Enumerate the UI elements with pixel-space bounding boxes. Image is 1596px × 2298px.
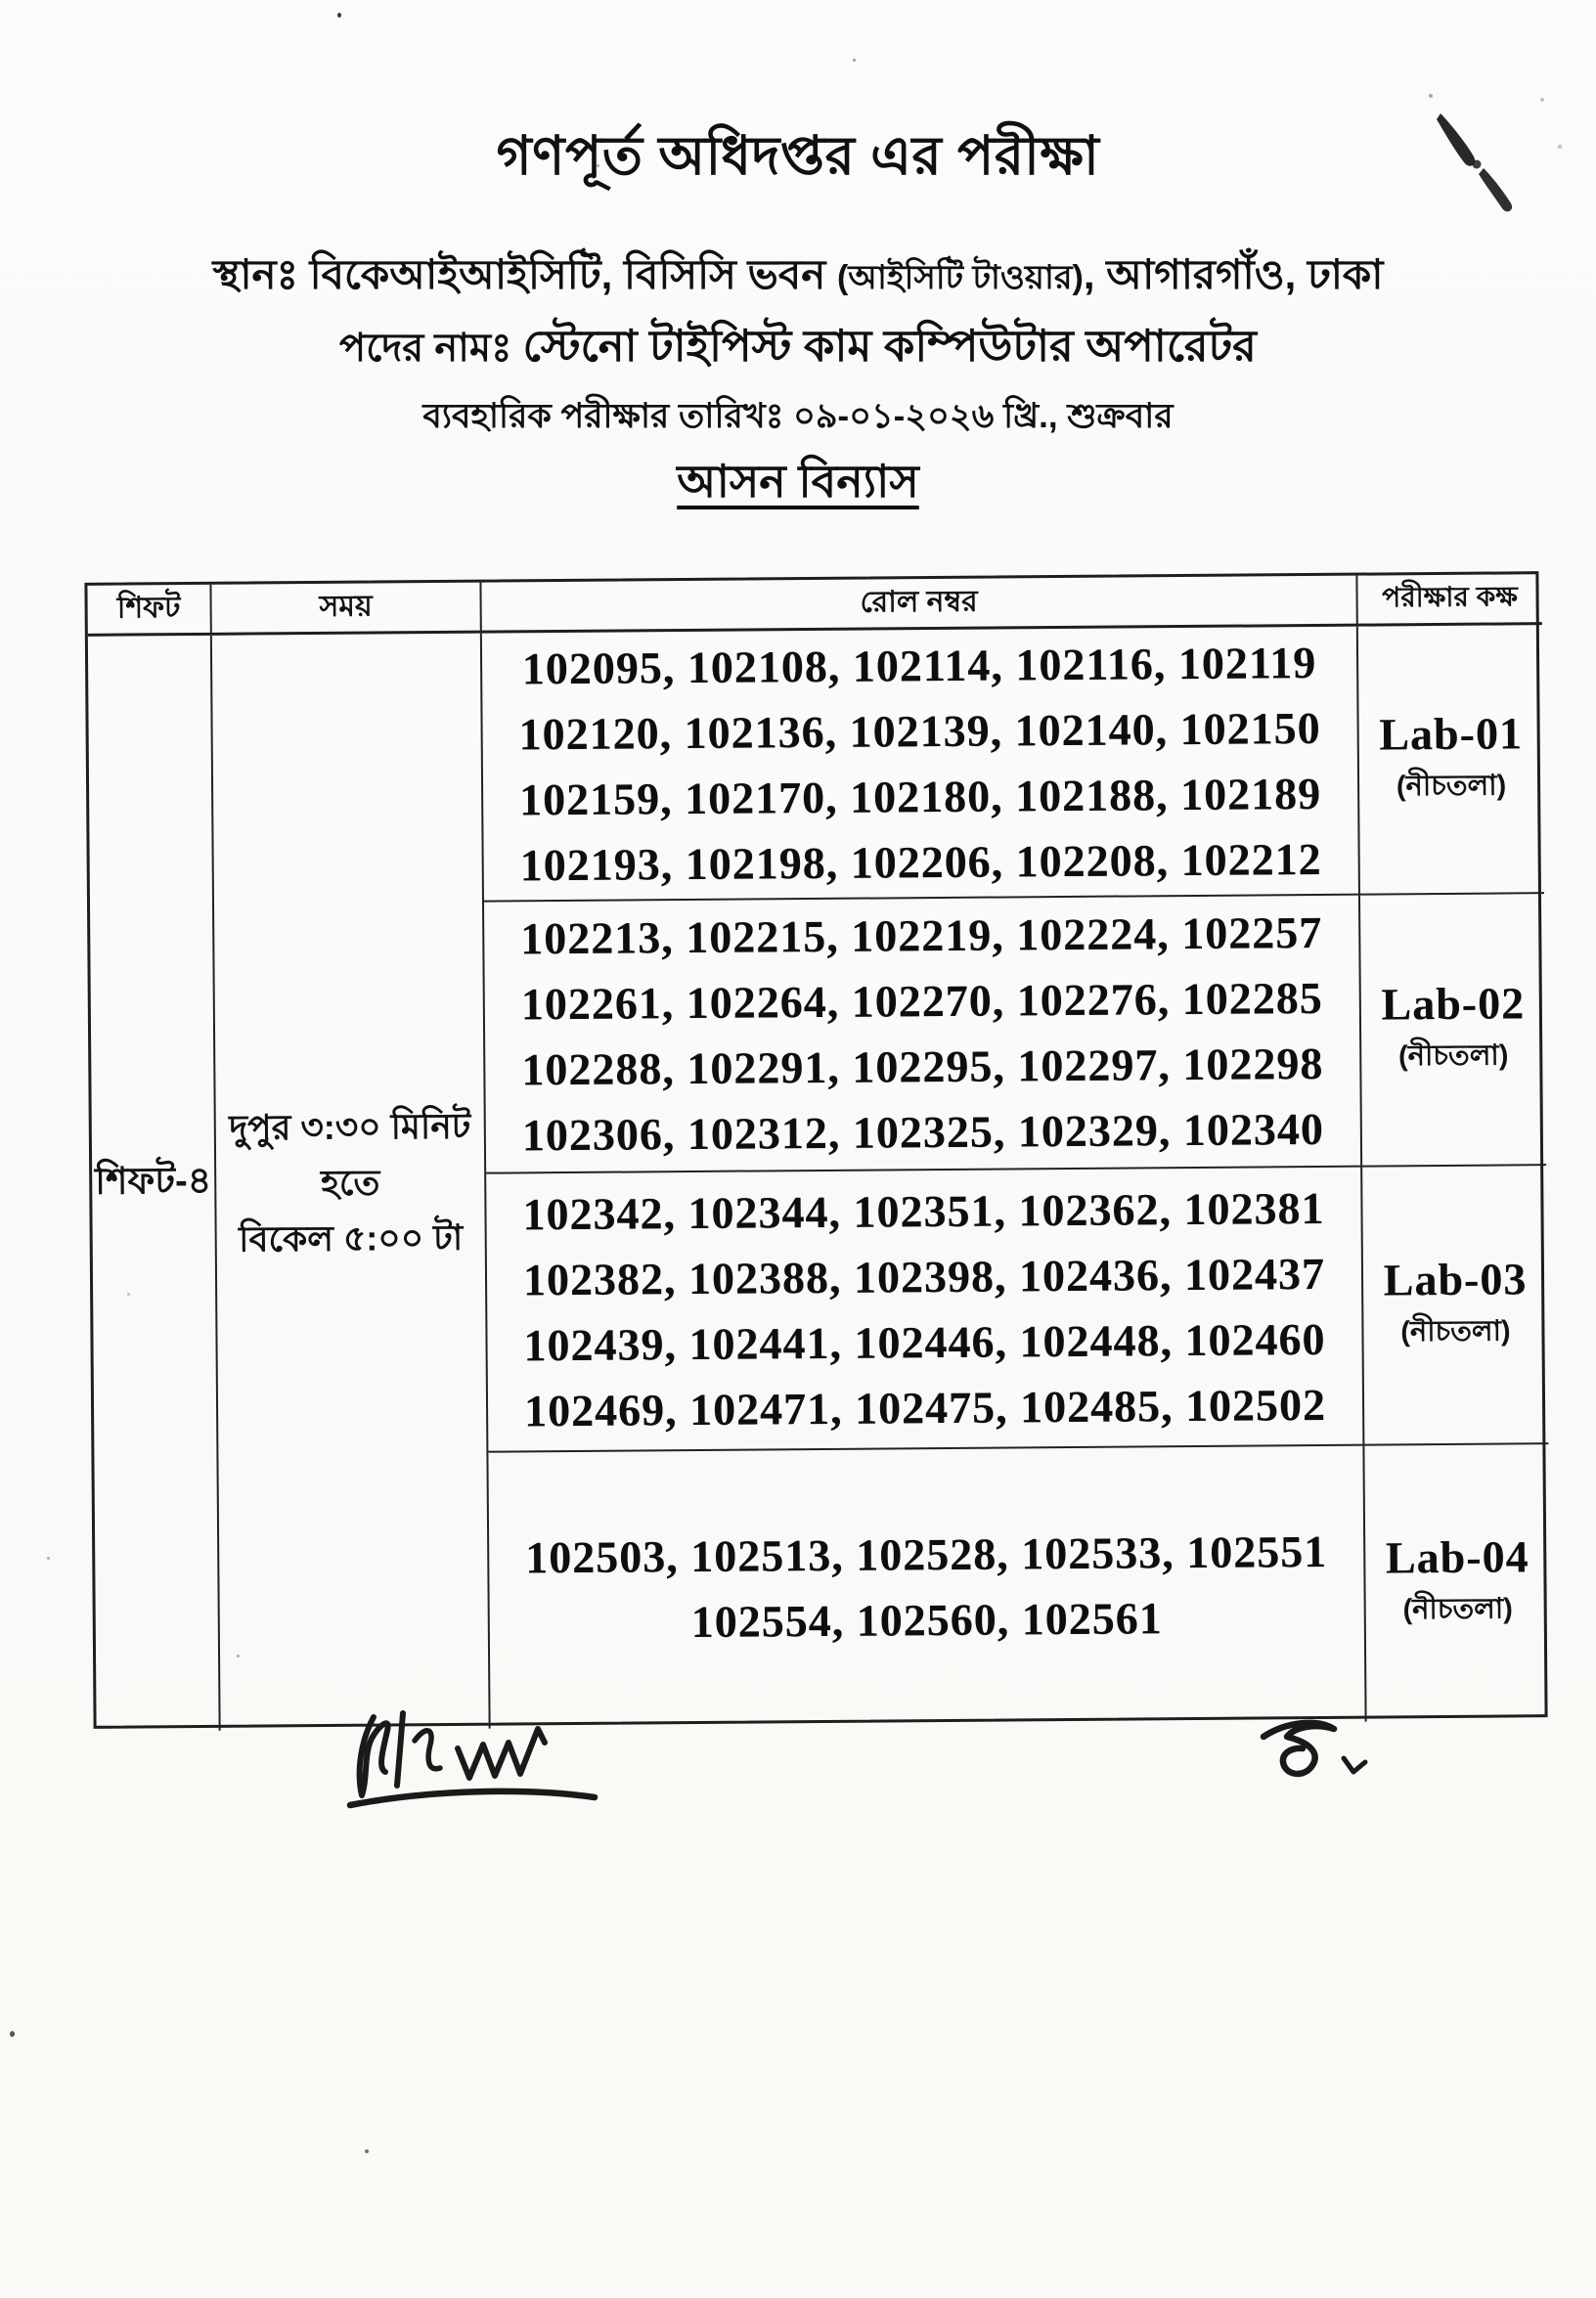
column-header-shift: শিফট [87, 585, 211, 637]
venue-suffix: , আগারগাঁও, ঢাকা [1083, 251, 1384, 297]
scan-speck [10, 2031, 15, 2037]
handwritten-initial-mark [1250, 1703, 1416, 1801]
venue-paren: (আইসিটি টাওয়ার) [836, 259, 1084, 296]
room-name: Lab-04 [1385, 1531, 1530, 1583]
ink-smudge [1423, 86, 1579, 228]
time-cell: দুপুর ৩:৩০ মিনিট হতে বিকেল ৫:০০ টা [212, 634, 491, 1731]
column-header-roll: রোল নম্বর [481, 576, 1357, 634]
section-heading: আসন বিন্যাস [677, 456, 919, 507]
venue-prefix: স্থানঃ বিকেআইআইসিটি, বিসিসি ভবন [212, 251, 837, 297]
room-cell-lab-01 [1358, 625, 1544, 895]
post-name: স্টেনো টাইপিস্ট কাম কম্পিউটার অপারেটর [522, 321, 1257, 371]
seat-plan-table [84, 571, 1547, 1729]
scan-speck [365, 2149, 369, 2153]
post-label: পদের নামঃ [339, 327, 523, 370]
roll-numbers-lab-02: 102213, 102215, 102219, 102224, 102257 102261, 102264, 102270, 102276, 102285 102288, 102291, 102295, 102297, 102298 102306, 102312, 102325, 102329, 102340 [484, 896, 1362, 1174]
scan-speck [127, 1293, 130, 1296]
shift-cell: শিফট-৪ [88, 636, 221, 1732]
room-cell-lab-02 [1360, 894, 1546, 1167]
roll-numbers-lab-01: 102095, 102108, 102114, 102116, 102119 102120, 102136, 102139, 102140, 102150 102159, 102170, 102180, 102188, 102189 102193, 102198, 102206, 102208, 102212 [482, 627, 1360, 903]
scan-speck [853, 59, 856, 62]
column-header-time: সময় [211, 583, 481, 636]
scan-speck [237, 1655, 240, 1657]
room-floor: (নীচতলা) [1397, 1039, 1509, 1073]
room-name: Lab-03 [1383, 1253, 1528, 1304]
venue-line [0, 243, 1596, 312]
scan-speck [337, 13, 341, 18]
room-cell-lab-04 [1364, 1444, 1550, 1721]
room-name: Lab-01 [1379, 707, 1524, 759]
roll-numbers-lab-03: 102342, 102344, 102351, 102362, 102381 102382, 102388, 102398, 102436, 102437 102439, 102441, 102446, 102448, 102460 102469, 102471, 102475, 102485, 102502 [486, 1168, 1364, 1453]
room-cell-lab-03 [1362, 1166, 1548, 1445]
room-floor: (নীচতলা) [1396, 769, 1507, 802]
post-name-line [0, 313, 1596, 386]
scan-speck [47, 1557, 50, 1560]
handwritten-signature [332, 1700, 724, 1827]
room-floor: (নীচতলা) [1402, 1593, 1514, 1626]
page-title: গণপূর্ত অধিদপ্তর এর পরীক্ষা [496, 125, 1100, 186]
exam-date-line: ব্যবহারিক পরীক্ষার তারিখঃ ০৯-০১-২০২৬ খ্রি., শুক্রবার [422, 397, 1174, 435]
roll-numbers-lab-04: 102503, 102513, 102528, 102533, 102551 102554, 102560, 102561 [488, 1446, 1366, 1729]
room-name: Lab-02 [1381, 978, 1526, 1030]
column-header-room: পরীক্ষার কক্ষ [1357, 574, 1541, 626]
scan-speck [597, 164, 599, 167]
room-floor: (নীচতলা) [1400, 1314, 1511, 1348]
